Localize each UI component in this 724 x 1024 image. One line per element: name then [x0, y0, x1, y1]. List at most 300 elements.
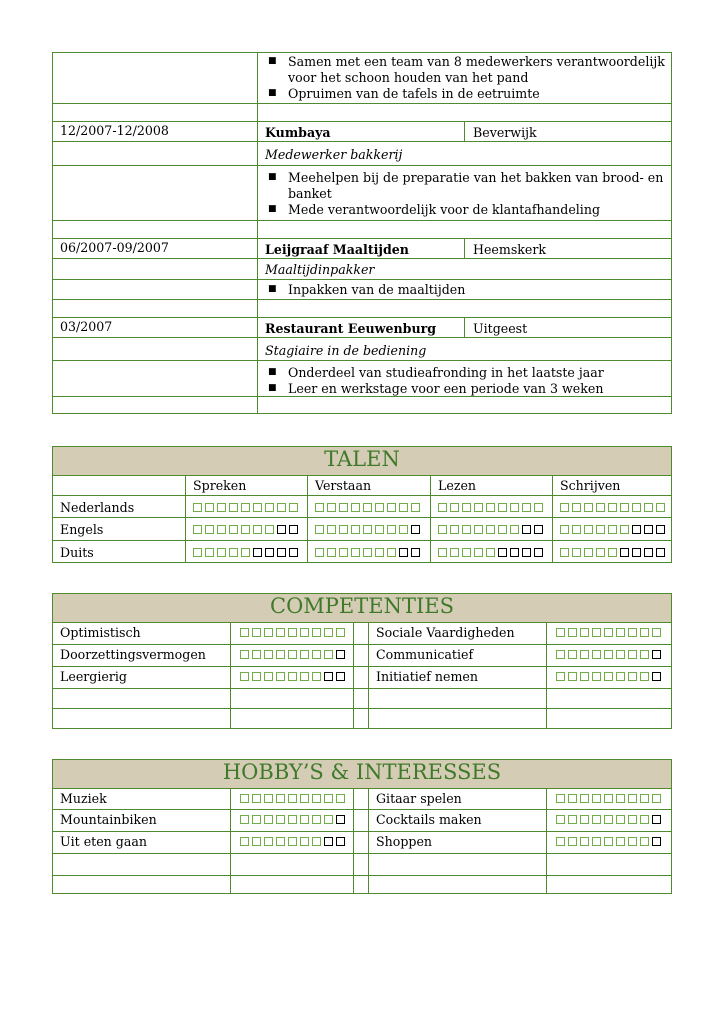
- divider: [430, 475, 431, 563]
- filled-square-icon: [276, 650, 285, 659]
- bullet-text: voor het schoon houden van het pand: [288, 70, 529, 85]
- bullet-icon: ■: [268, 383, 277, 393]
- filled-square-icon: [568, 815, 577, 824]
- filled-square-icon: [411, 503, 420, 512]
- filled-square-icon: [252, 815, 261, 824]
- filled-square-icon: [276, 794, 285, 803]
- rating-squares: [560, 548, 665, 557]
- filled-square-icon: [474, 503, 483, 512]
- divider: [52, 337, 672, 338]
- filled-square-icon: [568, 628, 577, 637]
- filled-square-icon: [640, 650, 649, 659]
- filled-square-icon: [399, 525, 408, 534]
- divider: [52, 809, 672, 810]
- filled-square-icon: [315, 525, 324, 534]
- filled-square-icon: [288, 672, 297, 681]
- bullet-icon: ■: [268, 88, 277, 98]
- section-title-competenties: COMPETENTIES: [52, 593, 672, 623]
- bullet-text: Meehelpen bij de preparatie van het bakken van brood- en: [288, 170, 664, 185]
- bullet-icon: ■: [268, 56, 277, 66]
- filled-square-icon: [568, 672, 577, 681]
- filled-square-icon: [604, 815, 613, 824]
- filled-square-icon: [253, 503, 262, 512]
- empty-square-icon: [652, 672, 661, 681]
- filled-square-icon: [604, 628, 613, 637]
- filled-square-icon: [462, 548, 471, 557]
- filled-square-icon: [252, 628, 261, 637]
- rating-squares: [193, 525, 298, 534]
- filled-square-icon: [608, 525, 617, 534]
- filled-square-icon: [522, 503, 531, 512]
- filled-square-icon: [462, 503, 471, 512]
- empty-square-icon: [644, 548, 653, 557]
- bullet-text: Opruimen van de tafels in de eetruimte: [288, 86, 540, 101]
- empty-square-icon: [510, 548, 519, 557]
- filled-square-icon: [450, 548, 459, 557]
- filled-square-icon: [592, 837, 601, 846]
- divider: [52, 644, 672, 645]
- divider: [464, 238, 465, 258]
- rating-squares: [556, 794, 661, 803]
- filled-square-icon: [205, 525, 214, 534]
- divider: [52, 238, 672, 239]
- filled-square-icon: [580, 650, 589, 659]
- filled-square-icon: [644, 503, 653, 512]
- filled-square-icon: [339, 503, 348, 512]
- filled-square-icon: [608, 548, 617, 557]
- divider: [546, 788, 547, 894]
- divider: [353, 622, 354, 729]
- filled-square-icon: [205, 548, 214, 557]
- filled-square-icon: [572, 503, 581, 512]
- filled-square-icon: [312, 837, 321, 846]
- divider: [230, 788, 231, 894]
- divider: [52, 165, 672, 166]
- filled-square-icon: [324, 628, 333, 637]
- filled-square-icon: [217, 525, 226, 534]
- filled-square-icon: [556, 628, 565, 637]
- filled-square-icon: [264, 837, 273, 846]
- filled-square-icon: [620, 503, 629, 512]
- filled-square-icon: [652, 628, 661, 637]
- filled-square-icon: [288, 794, 297, 803]
- filled-square-icon: [264, 794, 273, 803]
- filled-square-icon: [375, 525, 384, 534]
- filled-square-icon: [604, 837, 613, 846]
- filled-square-icon: [300, 672, 309, 681]
- filled-square-icon: [584, 503, 593, 512]
- rating-squares: [556, 650, 661, 659]
- divider: [52, 317, 672, 318]
- job-company: Restaurant Eeuwenburg: [265, 321, 437, 336]
- filled-square-icon: [580, 815, 589, 824]
- divider: [52, 831, 672, 832]
- empty-square-icon: [265, 548, 274, 557]
- job-company: Kumbaya: [265, 125, 331, 140]
- divider: [546, 622, 547, 729]
- filled-square-icon: [264, 650, 273, 659]
- filled-square-icon: [300, 815, 309, 824]
- filled-square-icon: [450, 503, 459, 512]
- rating-squares: [438, 525, 543, 534]
- divider: [52, 103, 672, 104]
- filled-square-icon: [498, 503, 507, 512]
- language-name: Duits: [60, 545, 94, 560]
- filled-square-icon: [572, 548, 581, 557]
- filled-square-icon: [315, 503, 324, 512]
- job-role: Maaltijdinpakker: [265, 262, 375, 277]
- filled-square-icon: [616, 672, 625, 681]
- filled-square-icon: [584, 525, 593, 534]
- filled-square-icon: [510, 525, 519, 534]
- bullet-icon: ■: [268, 367, 277, 377]
- filled-square-icon: [363, 548, 372, 557]
- filled-square-icon: [616, 650, 625, 659]
- filled-square-icon: [312, 628, 321, 637]
- empty-square-icon: [652, 815, 661, 824]
- filled-square-icon: [276, 628, 285, 637]
- job-city: Heemskerk: [473, 242, 547, 257]
- empty-square-icon: [399, 548, 408, 557]
- job-city: Uitgeest: [473, 321, 528, 336]
- filled-square-icon: [592, 815, 601, 824]
- filled-square-icon: [288, 650, 297, 659]
- filled-square-icon: [628, 794, 637, 803]
- skill-name: Shoppen: [376, 834, 433, 849]
- filled-square-icon: [596, 525, 605, 534]
- filled-square-icon: [628, 628, 637, 637]
- rating-squares: [240, 815, 345, 824]
- skill-name: Communicatief: [376, 647, 474, 662]
- filled-square-icon: [339, 525, 348, 534]
- filled-square-icon: [640, 672, 649, 681]
- filled-square-icon: [580, 837, 589, 846]
- filled-square-icon: [312, 815, 321, 824]
- divider: [52, 121, 672, 122]
- skill-name: Uit eten gaan: [60, 834, 147, 849]
- rating-squares: [556, 628, 661, 637]
- filled-square-icon: [387, 525, 396, 534]
- empty-square-icon: [336, 650, 345, 659]
- filled-square-icon: [568, 650, 577, 659]
- empty-square-icon: [632, 525, 641, 534]
- bullet-text: Onderdeel van studieafronding in het laatste jaar: [288, 365, 604, 380]
- filled-square-icon: [264, 815, 273, 824]
- job-role: Stagiaire in de bediening: [265, 343, 427, 358]
- filled-square-icon: [560, 548, 569, 557]
- rating-squares: [438, 548, 543, 557]
- filled-square-icon: [241, 525, 250, 534]
- bullet-text: Mede verantwoordelijk voor de klantafhandeling: [288, 202, 601, 217]
- rating-squares: [556, 672, 661, 681]
- filled-square-icon: [217, 503, 226, 512]
- filled-square-icon: [438, 503, 447, 512]
- filled-square-icon: [300, 794, 309, 803]
- filled-square-icon: [300, 837, 309, 846]
- filled-square-icon: [324, 794, 333, 803]
- filled-square-icon: [387, 548, 396, 557]
- filled-square-icon: [240, 815, 249, 824]
- filled-square-icon: [560, 525, 569, 534]
- filled-square-icon: [568, 794, 577, 803]
- filled-square-icon: [616, 815, 625, 824]
- filled-square-icon: [264, 628, 273, 637]
- filled-square-icon: [324, 650, 333, 659]
- filled-square-icon: [289, 503, 298, 512]
- divider: [353, 788, 354, 894]
- filled-square-icon: [312, 650, 321, 659]
- divider: [52, 517, 672, 518]
- filled-square-icon: [327, 548, 336, 557]
- rating-squares: [556, 837, 661, 846]
- filled-square-icon: [556, 837, 565, 846]
- divider: [52, 220, 672, 221]
- filled-square-icon: [486, 503, 495, 512]
- filled-square-icon: [336, 794, 345, 803]
- filled-square-icon: [640, 837, 649, 846]
- filled-square-icon: [498, 525, 507, 534]
- skill-name: Muziek: [60, 791, 107, 806]
- bullet-text: Leer en werkstage voor een periode van 3 weken: [288, 381, 604, 396]
- divider: [52, 396, 672, 397]
- empty-square-icon: [534, 525, 543, 534]
- rating-squares: [438, 503, 543, 512]
- divider: [52, 360, 672, 361]
- filled-square-icon: [616, 628, 625, 637]
- filled-square-icon: [252, 672, 261, 681]
- empty-square-icon: [411, 548, 420, 557]
- filled-square-icon: [640, 794, 649, 803]
- filled-square-icon: [616, 794, 625, 803]
- divider: [52, 141, 672, 142]
- rating-squares: [240, 794, 345, 803]
- filled-square-icon: [474, 525, 483, 534]
- filled-square-icon: [351, 503, 360, 512]
- filled-square-icon: [592, 672, 601, 681]
- filled-square-icon: [265, 503, 274, 512]
- filled-square-icon: [474, 548, 483, 557]
- empty-square-icon: [289, 525, 298, 534]
- filled-square-icon: [277, 503, 286, 512]
- divider: [464, 317, 465, 337]
- rating-squares: [240, 837, 345, 846]
- bullet-text: Inpakken van de maaltijden: [288, 282, 466, 297]
- filled-square-icon: [596, 503, 605, 512]
- filled-square-icon: [217, 548, 226, 557]
- section-title-hobbys: HOBBY’S & INTERESSES: [52, 759, 672, 789]
- filled-square-icon: [556, 815, 565, 824]
- bullet-icon: ■: [268, 172, 277, 182]
- column-header: Verstaan: [315, 478, 372, 493]
- filled-square-icon: [327, 525, 336, 534]
- job-city: Beverwijk: [473, 125, 537, 140]
- job-period: 06/2007-09/2007: [60, 240, 169, 255]
- job-period: 03/2007: [60, 319, 113, 334]
- filled-square-icon: [252, 794, 261, 803]
- skill-name: Initiatief nemen: [376, 669, 478, 684]
- filled-square-icon: [327, 503, 336, 512]
- divider: [185, 475, 186, 563]
- filled-square-icon: [288, 628, 297, 637]
- filled-square-icon: [486, 548, 495, 557]
- filled-square-icon: [229, 503, 238, 512]
- filled-square-icon: [592, 794, 601, 803]
- filled-square-icon: [620, 525, 629, 534]
- filled-square-icon: [229, 525, 238, 534]
- filled-square-icon: [240, 628, 249, 637]
- empty-square-icon: [336, 815, 345, 824]
- filled-square-icon: [240, 672, 249, 681]
- job-role: Medewerker bakkerij: [265, 147, 403, 162]
- language-name: Engels: [60, 522, 104, 537]
- filled-square-icon: [652, 794, 661, 803]
- filled-square-icon: [276, 672, 285, 681]
- filled-square-icon: [604, 650, 613, 659]
- filled-square-icon: [363, 525, 372, 534]
- divider: [52, 666, 672, 667]
- divider: [52, 495, 672, 496]
- filled-square-icon: [584, 548, 593, 557]
- rating-squares: [193, 548, 298, 557]
- empty-square-icon: [277, 525, 286, 534]
- empty-square-icon: [324, 672, 333, 681]
- divider: [52, 279, 672, 280]
- empty-square-icon: [652, 837, 661, 846]
- empty-square-icon: [534, 548, 543, 557]
- skill-name: Gitaar spelen: [376, 791, 462, 806]
- filled-square-icon: [616, 837, 625, 846]
- filled-square-icon: [580, 628, 589, 637]
- filled-square-icon: [556, 650, 565, 659]
- empty-square-icon: [656, 525, 665, 534]
- bullet-icon: ■: [268, 284, 277, 294]
- rating-squares: [240, 650, 345, 659]
- empty-square-icon: [336, 672, 345, 681]
- filled-square-icon: [288, 815, 297, 824]
- job-company: Leijgraaf Maaltijden: [265, 242, 409, 257]
- skill-name: Optimistisch: [60, 625, 141, 640]
- empty-square-icon: [289, 548, 298, 557]
- rating-squares: [240, 672, 345, 681]
- filled-square-icon: [324, 815, 333, 824]
- filled-square-icon: [580, 672, 589, 681]
- empty-square-icon: [632, 548, 641, 557]
- divider: [368, 622, 369, 729]
- skill-name: Cocktails maken: [376, 812, 482, 827]
- rating-squares: [560, 525, 665, 534]
- filled-square-icon: [336, 628, 345, 637]
- language-name: Nederlands: [60, 500, 135, 515]
- filled-square-icon: [193, 503, 202, 512]
- filled-square-icon: [399, 503, 408, 512]
- bullet-text: Samen met een team van 8 medewerkers verantwoordelijk: [288, 54, 665, 69]
- filled-square-icon: [640, 628, 649, 637]
- skill-name: Sociale Vaardigheden: [376, 625, 515, 640]
- filled-square-icon: [252, 837, 261, 846]
- filled-square-icon: [288, 837, 297, 846]
- filled-square-icon: [628, 672, 637, 681]
- skill-name: Leergierig: [60, 669, 127, 684]
- filled-square-icon: [193, 548, 202, 557]
- filled-square-icon: [312, 672, 321, 681]
- filled-square-icon: [450, 525, 459, 534]
- filled-square-icon: [604, 672, 613, 681]
- filled-square-icon: [252, 650, 261, 659]
- empty-square-icon: [652, 650, 661, 659]
- filled-square-icon: [375, 548, 384, 557]
- empty-square-icon: [522, 548, 531, 557]
- filled-square-icon: [462, 525, 471, 534]
- filled-square-icon: [510, 503, 519, 512]
- filled-square-icon: [241, 548, 250, 557]
- skill-name: Mountainbiken: [60, 812, 157, 827]
- rating-squares: [556, 815, 661, 824]
- filled-square-icon: [375, 503, 384, 512]
- section-title-talen: TALEN: [52, 446, 672, 476]
- rating-squares: [315, 503, 420, 512]
- filled-square-icon: [240, 837, 249, 846]
- divider: [52, 540, 672, 541]
- divider: [52, 708, 672, 709]
- filled-square-icon: [339, 548, 348, 557]
- filled-square-icon: [229, 548, 238, 557]
- filled-square-icon: [438, 525, 447, 534]
- divider: [52, 875, 672, 876]
- filled-square-icon: [264, 672, 273, 681]
- divider: [52, 688, 672, 689]
- filled-square-icon: [205, 503, 214, 512]
- filled-square-icon: [486, 525, 495, 534]
- column-header: Schrijven: [560, 478, 621, 493]
- filled-square-icon: [351, 525, 360, 534]
- filled-square-icon: [592, 650, 601, 659]
- empty-square-icon: [656, 548, 665, 557]
- divider: [52, 299, 672, 300]
- filled-square-icon: [300, 628, 309, 637]
- rating-squares: [315, 525, 420, 534]
- filled-square-icon: [592, 628, 601, 637]
- filled-square-icon: [240, 794, 249, 803]
- bullet-icon: ■: [268, 204, 277, 214]
- filled-square-icon: [241, 503, 250, 512]
- divider: [230, 622, 231, 729]
- divider: [552, 475, 553, 563]
- rating-squares: [560, 503, 665, 512]
- filled-square-icon: [572, 525, 581, 534]
- skill-name: Doorzettingsvermogen: [60, 647, 206, 662]
- filled-square-icon: [387, 503, 396, 512]
- filled-square-icon: [300, 650, 309, 659]
- empty-square-icon: [411, 525, 420, 534]
- filled-square-icon: [276, 837, 285, 846]
- filled-square-icon: [534, 503, 543, 512]
- filled-square-icon: [608, 503, 617, 512]
- divider: [464, 121, 465, 141]
- filled-square-icon: [193, 525, 202, 534]
- filled-square-icon: [560, 503, 569, 512]
- filled-square-icon: [640, 815, 649, 824]
- empty-square-icon: [324, 837, 333, 846]
- column-header: Lezen: [438, 478, 477, 493]
- empty-square-icon: [336, 837, 345, 846]
- column-header: Spreken: [193, 478, 247, 493]
- filled-square-icon: [240, 650, 249, 659]
- filled-square-icon: [276, 815, 285, 824]
- filled-square-icon: [265, 525, 274, 534]
- filled-square-icon: [556, 794, 565, 803]
- filled-square-icon: [312, 794, 321, 803]
- filled-square-icon: [656, 503, 665, 512]
